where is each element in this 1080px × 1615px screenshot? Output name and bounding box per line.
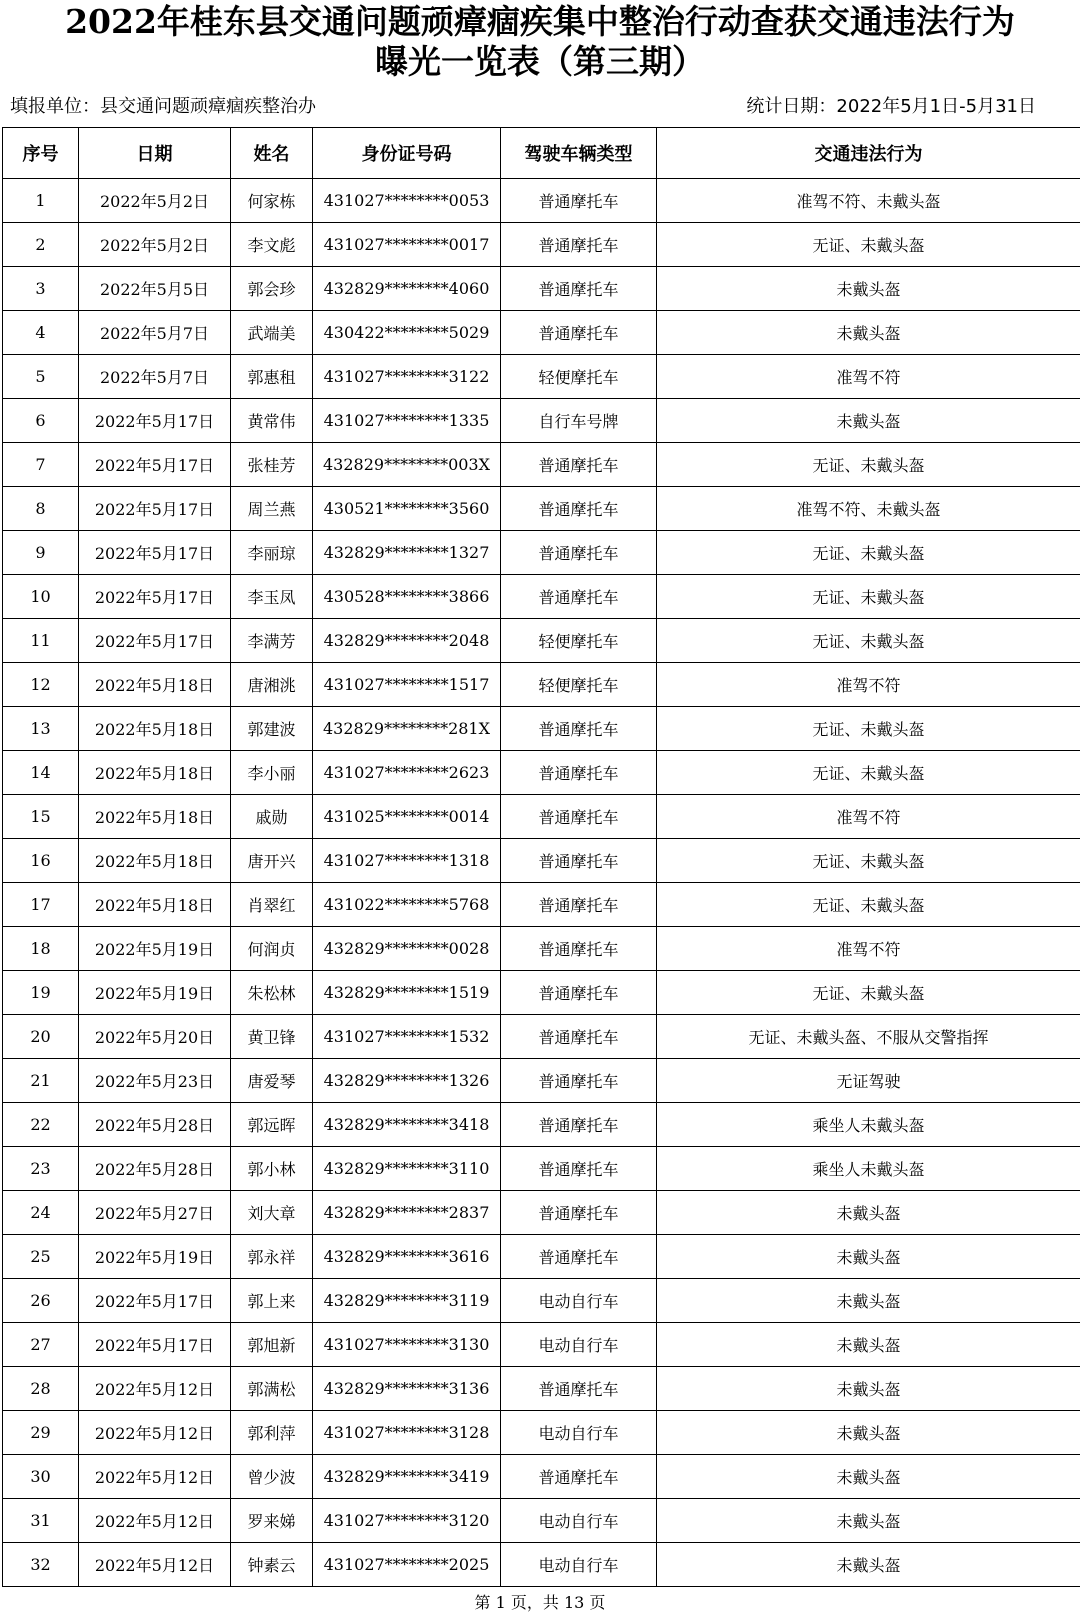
table-row bbox=[3, 1323, 1080, 1367]
table-row bbox=[3, 1367, 1080, 1411]
cell-violation: 乘坐人未戴头盔 bbox=[657, 1103, 1080, 1147]
cell-name: 何润贞 bbox=[231, 927, 313, 971]
cell-serial: 23 bbox=[3, 1147, 79, 1191]
cell-serial: 27 bbox=[3, 1323, 79, 1367]
cell-vehicle-type: 普通摩托车 bbox=[501, 883, 657, 927]
table-row bbox=[3, 311, 1080, 355]
cell-serial: 9 bbox=[3, 531, 79, 575]
cell-vehicle-type: 普通摩托车 bbox=[501, 267, 657, 311]
cell-date: 2022年5月17日 bbox=[79, 619, 231, 663]
cell-date: 2022年5月20日 bbox=[79, 1015, 231, 1059]
cell-name: 罗来娣 bbox=[231, 1499, 313, 1543]
cell-id-number: 431027********3130 bbox=[313, 1323, 501, 1367]
cell-date: 2022年5月18日 bbox=[79, 795, 231, 839]
cell-date: 2022年5月7日 bbox=[79, 355, 231, 399]
cell-vehicle-type: 普通摩托车 bbox=[501, 531, 657, 575]
cell-vehicle-type: 普通摩托车 bbox=[501, 487, 657, 531]
cell-date: 2022年5月18日 bbox=[79, 839, 231, 883]
cell-vehicle-type: 普通摩托车 bbox=[501, 839, 657, 883]
cell-violation: 未戴头盔 bbox=[657, 1543, 1080, 1587]
cell-id-number: 432829********3110 bbox=[313, 1147, 501, 1191]
cell-name: 郭永祥 bbox=[231, 1235, 313, 1279]
cell-serial: 12 bbox=[3, 663, 79, 707]
header-name: 姓名 bbox=[231, 128, 313, 179]
table-row bbox=[3, 443, 1080, 487]
table-row bbox=[3, 663, 1080, 707]
cell-violation: 未戴头盔 bbox=[657, 1367, 1080, 1411]
cell-id-number: 432829********2048 bbox=[313, 619, 501, 663]
cell-vehicle-type: 普通摩托车 bbox=[501, 1103, 657, 1147]
cell-name: 武端美 bbox=[231, 311, 313, 355]
report-meta bbox=[10, 94, 1050, 120]
table-row bbox=[3, 223, 1080, 267]
cell-vehicle-type: 普通摩托车 bbox=[501, 575, 657, 619]
cell-serial: 17 bbox=[3, 883, 79, 927]
cell-id-number: 432829********0028 bbox=[313, 927, 501, 971]
cell-date: 2022年5月18日 bbox=[79, 707, 231, 751]
cell-violation: 准驾不符 bbox=[657, 663, 1080, 707]
cell-violation: 未戴头盔 bbox=[657, 1499, 1080, 1543]
cell-id-number: 431025********0014 bbox=[313, 795, 501, 839]
table-row bbox=[3, 487, 1080, 531]
cell-id-number: 431027********3128 bbox=[313, 1411, 501, 1455]
table-row bbox=[3, 355, 1080, 399]
cell-id-number: 432829********003X bbox=[313, 443, 501, 487]
cell-date: 2022年5月12日 bbox=[79, 1455, 231, 1499]
header-vehicle-type: 驾驶车辆类型 bbox=[501, 128, 657, 179]
cell-id-number: 432829********1326 bbox=[313, 1059, 501, 1103]
cell-name: 黄卫锋 bbox=[231, 1015, 313, 1059]
cell-vehicle-type: 普通摩托车 bbox=[501, 1191, 657, 1235]
table-row bbox=[3, 1191, 1080, 1235]
cell-serial: 19 bbox=[3, 971, 79, 1015]
cell-date: 2022年5月17日 bbox=[79, 575, 231, 619]
cell-date: 2022年5月23日 bbox=[79, 1059, 231, 1103]
cell-id-number: 431027********1318 bbox=[313, 839, 501, 883]
cell-serial: 25 bbox=[3, 1235, 79, 1279]
cell-name: 唐爱琴 bbox=[231, 1059, 313, 1103]
violations-table bbox=[2, 127, 1080, 1587]
cell-serial: 18 bbox=[3, 927, 79, 971]
table-header-row bbox=[3, 128, 1080, 179]
cell-serial: 5 bbox=[3, 355, 79, 399]
cell-name: 钟素云 bbox=[231, 1543, 313, 1587]
table-row bbox=[3, 619, 1080, 663]
cell-vehicle-type: 普通摩托车 bbox=[501, 443, 657, 487]
cell-id-number: 432829********1519 bbox=[313, 971, 501, 1015]
cell-id-number: 432829********1327 bbox=[313, 531, 501, 575]
table-row bbox=[3, 1411, 1080, 1455]
cell-name: 郭远晖 bbox=[231, 1103, 313, 1147]
cell-date: 2022年5月17日 bbox=[79, 531, 231, 575]
cell-serial: 6 bbox=[3, 399, 79, 443]
cell-violation: 无证、未戴头盔 bbox=[657, 531, 1080, 575]
cell-vehicle-type: 普通摩托车 bbox=[501, 1367, 657, 1411]
cell-violation: 未戴头盔 bbox=[657, 267, 1080, 311]
cell-serial: 16 bbox=[3, 839, 79, 883]
cell-serial: 3 bbox=[3, 267, 79, 311]
cell-violation: 未戴头盔 bbox=[657, 1455, 1080, 1499]
cell-violation: 无证、未戴头盔 bbox=[657, 971, 1080, 1015]
table-row bbox=[3, 883, 1080, 927]
cell-date: 2022年5月27日 bbox=[79, 1191, 231, 1235]
cell-vehicle-type: 普通摩托车 bbox=[501, 179, 657, 223]
page-footer: 第 1 页，共 13 页 bbox=[474, 1593, 606, 1612]
cell-date: 2022年5月17日 bbox=[79, 399, 231, 443]
cell-serial: 24 bbox=[3, 1191, 79, 1235]
cell-serial: 28 bbox=[3, 1367, 79, 1411]
cell-violation: 未戴头盔 bbox=[657, 1323, 1080, 1367]
cell-vehicle-type: 电动自行车 bbox=[501, 1499, 657, 1543]
cell-violation: 乘坐人未戴头盔 bbox=[657, 1147, 1080, 1191]
table-row bbox=[3, 1455, 1080, 1499]
cell-name: 郭会珍 bbox=[231, 267, 313, 311]
cell-violation: 无证、未戴头盔 bbox=[657, 223, 1080, 267]
cell-serial: 31 bbox=[3, 1499, 79, 1543]
cell-date: 2022年5月7日 bbox=[79, 311, 231, 355]
cell-violation: 准驾不符、未戴头盔 bbox=[657, 487, 1080, 531]
cell-serial: 29 bbox=[3, 1411, 79, 1455]
cell-serial: 13 bbox=[3, 707, 79, 751]
cell-violation: 无证、未戴头盔 bbox=[657, 883, 1080, 927]
cell-violation: 无证、未戴头盔 bbox=[657, 619, 1080, 663]
cell-vehicle-type: 普通摩托车 bbox=[501, 971, 657, 1015]
table-row bbox=[3, 839, 1080, 883]
cell-vehicle-type: 电动自行车 bbox=[501, 1543, 657, 1587]
cell-violation: 无证、未戴头盔 bbox=[657, 575, 1080, 619]
table-row bbox=[3, 1103, 1080, 1147]
cell-vehicle-type: 普通摩托车 bbox=[501, 707, 657, 751]
reporting-unit: 填报单位：县交通问题顽瘴痼疾整治办 bbox=[10, 96, 316, 117]
cell-date: 2022年5月12日 bbox=[79, 1499, 231, 1543]
cell-name: 唐湘洮 bbox=[231, 663, 313, 707]
cell-name: 郭旭新 bbox=[231, 1323, 313, 1367]
table-row bbox=[3, 971, 1080, 1015]
cell-id-number: 431027********1335 bbox=[313, 399, 501, 443]
cell-vehicle-type: 轻便摩托车 bbox=[501, 619, 657, 663]
cell-name: 朱松林 bbox=[231, 971, 313, 1015]
cell-serial: 26 bbox=[3, 1279, 79, 1323]
table-row bbox=[3, 1059, 1080, 1103]
cell-id-number: 431027********2623 bbox=[313, 751, 501, 795]
cell-id-number: 431027********3122 bbox=[313, 355, 501, 399]
table-row bbox=[3, 1543, 1080, 1587]
cell-name: 郭利萍 bbox=[231, 1411, 313, 1455]
cell-id-number: 431027********0053 bbox=[313, 179, 501, 223]
cell-vehicle-type: 普通摩托车 bbox=[501, 1147, 657, 1191]
cell-violation: 未戴头盔 bbox=[657, 1191, 1080, 1235]
cell-violation: 未戴头盔 bbox=[657, 1235, 1080, 1279]
cell-serial: 7 bbox=[3, 443, 79, 487]
cell-violation: 未戴头盔 bbox=[657, 1411, 1080, 1455]
cell-name: 李文彪 bbox=[231, 223, 313, 267]
cell-serial: 11 bbox=[3, 619, 79, 663]
cell-id-number: 432829********3419 bbox=[313, 1455, 501, 1499]
cell-id-number: 432829********4060 bbox=[313, 267, 501, 311]
table-row bbox=[3, 1015, 1080, 1059]
cell-id-number: 431027********1532 bbox=[313, 1015, 501, 1059]
table-row bbox=[3, 179, 1080, 223]
cell-date: 2022年5月18日 bbox=[79, 751, 231, 795]
cell-serial: 20 bbox=[3, 1015, 79, 1059]
cell-serial: 32 bbox=[3, 1543, 79, 1587]
table-row bbox=[3, 1499, 1080, 1543]
cell-date: 2022年5月17日 bbox=[79, 443, 231, 487]
cell-name: 郭惠租 bbox=[231, 355, 313, 399]
cell-name: 李满芳 bbox=[231, 619, 313, 663]
cell-violation: 未戴头盔 bbox=[657, 399, 1080, 443]
cell-serial: 8 bbox=[3, 487, 79, 531]
cell-name: 曾少波 bbox=[231, 1455, 313, 1499]
cell-serial: 21 bbox=[3, 1059, 79, 1103]
cell-violation: 准驾不符 bbox=[657, 795, 1080, 839]
cell-name: 张桂芳 bbox=[231, 443, 313, 487]
cell-id-number: 431027********1517 bbox=[313, 663, 501, 707]
cell-vehicle-type: 普通摩托车 bbox=[501, 1455, 657, 1499]
cell-serial: 30 bbox=[3, 1455, 79, 1499]
cell-id-number: 432829********281X bbox=[313, 707, 501, 751]
table-row bbox=[3, 927, 1080, 971]
cell-name: 李玉凤 bbox=[231, 575, 313, 619]
cell-name: 唐开兴 bbox=[231, 839, 313, 883]
cell-violation: 未戴头盔 bbox=[657, 1279, 1080, 1323]
cell-serial: 1 bbox=[3, 179, 79, 223]
cell-id-number: 430528********3866 bbox=[313, 575, 501, 619]
cell-vehicle-type: 电动自行车 bbox=[501, 1323, 657, 1367]
cell-name: 郭小林 bbox=[231, 1147, 313, 1191]
cell-date: 2022年5月2日 bbox=[79, 179, 231, 223]
header-serial: 序号 bbox=[3, 128, 79, 179]
cell-name: 肖翠红 bbox=[231, 883, 313, 927]
cell-name: 刘大章 bbox=[231, 1191, 313, 1235]
cell-serial: 2 bbox=[3, 223, 79, 267]
title-line-1: 2022年桂东县交通问题顽瘴痼疾集中整治行动查获交通违法行为 bbox=[65, 2, 1015, 41]
table-row bbox=[3, 267, 1080, 311]
cell-date: 2022年5月5日 bbox=[79, 267, 231, 311]
cell-id-number: 431027********0017 bbox=[313, 223, 501, 267]
cell-date: 2022年5月19日 bbox=[79, 1235, 231, 1279]
cell-date: 2022年5月2日 bbox=[79, 223, 231, 267]
table-row bbox=[3, 531, 1080, 575]
cell-vehicle-type: 轻便摩托车 bbox=[501, 355, 657, 399]
cell-serial: 4 bbox=[3, 311, 79, 355]
cell-vehicle-type: 普通摩托车 bbox=[501, 1015, 657, 1059]
cell-date: 2022年5月28日 bbox=[79, 1147, 231, 1191]
cell-date: 2022年5月12日 bbox=[79, 1411, 231, 1455]
cell-vehicle-type: 普通摩托车 bbox=[501, 751, 657, 795]
cell-vehicle-type: 普通摩托车 bbox=[501, 1059, 657, 1103]
cell-violation: 无证、未戴头盔 bbox=[657, 443, 1080, 487]
cell-violation: 准驾不符 bbox=[657, 927, 1080, 971]
cell-violation: 无证、未戴头盔 bbox=[657, 839, 1080, 883]
cell-date: 2022年5月19日 bbox=[79, 971, 231, 1015]
cell-serial: 22 bbox=[3, 1103, 79, 1147]
cell-name: 郭满松 bbox=[231, 1367, 313, 1411]
cell-serial: 10 bbox=[3, 575, 79, 619]
cell-name: 郭上来 bbox=[231, 1279, 313, 1323]
cell-date: 2022年5月28日 bbox=[79, 1103, 231, 1147]
table-row bbox=[3, 1279, 1080, 1323]
cell-id-number: 430422********5029 bbox=[313, 311, 501, 355]
cell-id-number: 432829********3119 bbox=[313, 1279, 501, 1323]
cell-vehicle-type: 普通摩托车 bbox=[501, 223, 657, 267]
cell-date: 2022年5月18日 bbox=[79, 883, 231, 927]
header-violation: 交通违法行为 bbox=[657, 128, 1080, 179]
cell-violation: 准驾不符 bbox=[657, 355, 1080, 399]
cell-id-number: 431022********5768 bbox=[313, 883, 501, 927]
cell-violation: 无证、未戴头盔 bbox=[657, 751, 1080, 795]
cell-name: 李丽琼 bbox=[231, 531, 313, 575]
cell-date: 2022年5月12日 bbox=[79, 1543, 231, 1587]
cell-name: 李小丽 bbox=[231, 751, 313, 795]
table-row bbox=[3, 1235, 1080, 1279]
cell-violation: 准驾不符、未戴头盔 bbox=[657, 179, 1080, 223]
cell-violation: 未戴头盔 bbox=[657, 311, 1080, 355]
cell-vehicle-type: 电动自行车 bbox=[501, 1411, 657, 1455]
table-row bbox=[3, 575, 1080, 619]
statistics-date-range: 统计日期：2022年5月1日-5月31日 bbox=[746, 96, 1036, 117]
cell-id-number: 431027********2025 bbox=[313, 1543, 501, 1587]
cell-vehicle-type: 普通摩托车 bbox=[501, 311, 657, 355]
cell-vehicle-type: 普通摩托车 bbox=[501, 927, 657, 971]
cell-date: 2022年5月17日 bbox=[79, 487, 231, 531]
cell-name: 郭建波 bbox=[231, 707, 313, 751]
cell-name: 戚勋 bbox=[231, 795, 313, 839]
cell-name: 周兰燕 bbox=[231, 487, 313, 531]
cell-violation: 无证、未戴头盔 bbox=[657, 707, 1080, 751]
table-row bbox=[3, 751, 1080, 795]
title-line-2: 曝光一览表（第三期） bbox=[375, 42, 705, 81]
cell-vehicle-type: 普通摩托车 bbox=[501, 795, 657, 839]
cell-violation: 无证驾驶 bbox=[657, 1059, 1080, 1103]
cell-name: 黄常伟 bbox=[231, 399, 313, 443]
cell-id-number: 430521********3560 bbox=[313, 487, 501, 531]
cell-id-number: 431027********3120 bbox=[313, 1499, 501, 1543]
header-id-number: 身份证号码 bbox=[313, 128, 501, 179]
cell-serial: 15 bbox=[3, 795, 79, 839]
cell-date: 2022年5月17日 bbox=[79, 1279, 231, 1323]
cell-id-number: 432829********2837 bbox=[313, 1191, 501, 1235]
cell-vehicle-type: 轻便摩托车 bbox=[501, 663, 657, 707]
cell-date: 2022年5月18日 bbox=[79, 663, 231, 707]
cell-vehicle-type: 普通摩托车 bbox=[501, 1235, 657, 1279]
cell-name: 何家栋 bbox=[231, 179, 313, 223]
table-row bbox=[3, 707, 1080, 751]
cell-date: 2022年5月17日 bbox=[79, 1323, 231, 1367]
cell-id-number: 432829********3418 bbox=[313, 1103, 501, 1147]
header-date: 日期 bbox=[79, 128, 231, 179]
cell-date: 2022年5月19日 bbox=[79, 927, 231, 971]
cell-serial: 14 bbox=[3, 751, 79, 795]
cell-date: 2022年5月12日 bbox=[79, 1367, 231, 1411]
table-body bbox=[3, 179, 1080, 1587]
cell-violation: 无证、未戴头盔、不服从交警指挥 bbox=[657, 1015, 1080, 1059]
cell-id-number: 432829********3136 bbox=[313, 1367, 501, 1411]
cell-id-number: 432829********3616 bbox=[313, 1235, 501, 1279]
table-row bbox=[3, 1147, 1080, 1191]
table-row bbox=[3, 399, 1080, 443]
table-row bbox=[3, 795, 1080, 839]
cell-vehicle-type: 电动自行车 bbox=[501, 1279, 657, 1323]
cell-vehicle-type: 自行车号牌 bbox=[501, 399, 657, 443]
